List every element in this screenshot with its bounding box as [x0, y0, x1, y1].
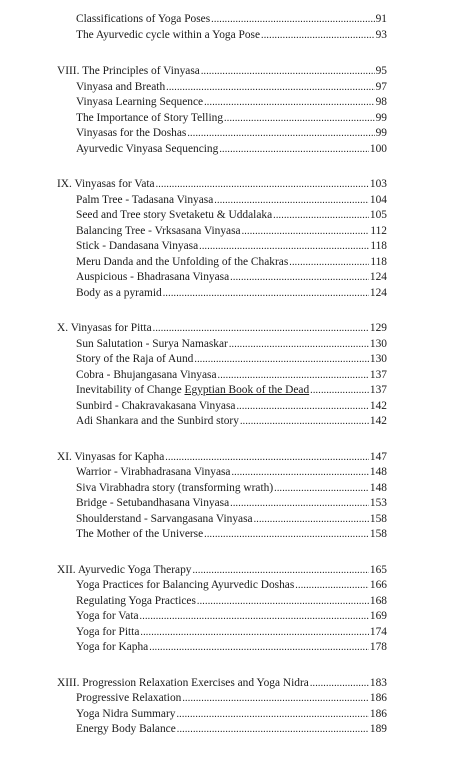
dot-leader — [261, 28, 375, 44]
page-number: 99 — [375, 127, 387, 139]
dot-leader — [204, 527, 369, 543]
dot-leader — [240, 414, 369, 430]
dot-leader — [310, 383, 369, 399]
page-number: 174 — [369, 625, 387, 638]
toc-entry: The Importance of Story Telling ..... 99 — [57, 111, 387, 127]
toc-entry: The Ayurvedic cycle within a Yoga Pose ..... 93 — [57, 28, 387, 44]
chapter-heading: IX. Vinyasas for Vata ..... 103 — [57, 177, 387, 193]
dot-leader — [197, 594, 369, 610]
dot-leader — [230, 496, 369, 512]
dot-leader — [295, 578, 369, 594]
toc-section — [57, 64, 387, 157]
dot-leader — [156, 177, 369, 193]
page-number: 186 — [369, 707, 387, 720]
toc-entry: Balancing Tree - Vrksasana Vinyasa ..... 112 — [57, 224, 387, 240]
toc-entry: Yoga for Pitta ..... 174 — [57, 625, 387, 641]
page-number: 95 — [375, 65, 387, 77]
page-number: 124 — [369, 271, 387, 283]
dot-leader — [177, 722, 369, 738]
dot-leader — [219, 142, 369, 158]
toc-entry: Regulating Yoga Practices ..... 168 — [57, 594, 387, 610]
dot-leader — [166, 80, 374, 96]
dot-leader — [218, 368, 369, 384]
page-number: 130 — [369, 353, 387, 365]
dot-leader — [230, 270, 369, 286]
page-number: 103 — [369, 178, 387, 190]
dot-leader — [187, 126, 374, 142]
toc-entry: Body as a pyramid ..... 124 — [57, 286, 387, 302]
dot-leader — [274, 481, 369, 497]
page-number: 178 — [369, 641, 387, 653]
page-number: 130 — [369, 337, 387, 350]
page-number: 99 — [375, 111, 387, 124]
page-number: 189 — [369, 723, 387, 735]
toc-entry: Vinyasa Learning Sequence ..... 98 — [57, 95, 387, 111]
toc-entry: Palm Tree - Tadasana Vinyasa ..... 104 — [57, 193, 387, 209]
toc-section — [57, 12, 387, 43]
dot-leader — [163, 286, 369, 302]
page-number: 105 — [369, 209, 387, 221]
toc-entry: Siva Virabhadra story (transforming wrath) ..... 148 — [57, 481, 387, 497]
dot-leader — [242, 224, 370, 240]
toc-entry: Yoga Nidra Summary ..... 186 — [57, 707, 387, 723]
dot-leader — [254, 512, 369, 528]
page-number: 137 — [369, 384, 387, 396]
toc-entry: Yoga Practices for Balancing Ayurvedic Doshas ..... 166 — [57, 578, 387, 594]
page-number: 100 — [369, 142, 387, 155]
page-number: 168 — [369, 594, 387, 607]
toc-entry: Cobra - Bhujangasana Vinyasa ..... 137 — [57, 368, 387, 384]
toc-entry: Stick - Dandasana Vinyasa ..... 118 — [57, 239, 387, 255]
page-number: 169 — [369, 610, 387, 622]
dot-leader — [211, 12, 374, 28]
toc-entry: Meru Danda and the Unfolding of the Chakras ..... 118 — [57, 255, 387, 271]
chapter-heading: XIII. Progression Relaxation Exercises and Yoga Nidra ..... 183 — [57, 676, 387, 692]
dot-leader — [182, 691, 369, 707]
dot-leader — [214, 193, 369, 209]
dot-leader — [199, 239, 369, 255]
toc-entry: The Mother of the Universe ..... 158 — [57, 527, 387, 543]
dot-leader — [176, 707, 368, 723]
dot-leader — [273, 208, 369, 224]
toc-entry: Seed and Tree story Svetaketu & Uddalaka ..... 105 — [57, 208, 387, 224]
dot-leader — [192, 563, 368, 579]
toc-entry: Inevitability of Change Egyptian Book of the Dead ..... 137 — [57, 383, 387, 399]
toc-section — [57, 321, 387, 430]
page-number: 142 — [369, 399, 387, 412]
page-number: 142 — [369, 415, 387, 427]
chapter-heading: XI. Vinyasas for Kapha ..... 147 — [57, 450, 387, 466]
page-number: 98 — [375, 96, 387, 108]
toc-entry: Adi Shankara and the Sunbird story ..... 142 — [57, 414, 387, 430]
toc-entry: Ayurvedic Vinyasa Sequencing ..... 100 — [57, 142, 387, 158]
toc-entry: Classifications of Yoga Poses ..... 91 — [57, 12, 387, 28]
toc-entry: Shoulderstand - Sarvangasana Vinyasa ..... 158 — [57, 512, 387, 528]
toc-entry: Story of the Raja of Aund ..... 130 — [57, 352, 387, 368]
toc-entry: Warrior - Virabhadrasana Vinyasa ..... 148 — [57, 465, 387, 481]
page-number: 186 — [369, 692, 387, 704]
toc-section — [57, 563, 387, 656]
dot-leader — [201, 64, 375, 80]
page-number: 148 — [369, 466, 387, 478]
dot-leader — [149, 640, 369, 656]
underlined-book-title: Egyptian Book of the Dead — [184, 384, 310, 396]
page-number: 97 — [375, 80, 387, 93]
dot-leader — [204, 95, 375, 111]
toc-section — [57, 450, 387, 543]
dot-leader — [289, 255, 369, 271]
page-number: 93 — [375, 28, 387, 41]
page-number: 118 — [370, 255, 387, 268]
toc-entry: Sunbird - Chakravakasana Vinyasa ..... 142 — [57, 399, 387, 415]
dot-leader — [236, 399, 368, 415]
chapter-heading: VIII. The Principles of Vinyasa ..... 95 — [57, 64, 387, 80]
page-number: 148 — [369, 481, 387, 494]
toc-entry: Yoga for Kapha ..... 178 — [57, 640, 387, 656]
page-number: 104 — [369, 193, 387, 206]
page-number: 129 — [369, 322, 387, 334]
toc-entry: Sun Salutation - Surya Namaskar ..... 130 — [57, 337, 387, 353]
toc-entry: Yoga for Vata ..... 169 — [57, 609, 387, 625]
dot-leader — [310, 676, 369, 692]
page-number: 165 — [369, 563, 387, 576]
page-number: 118 — [370, 240, 387, 252]
table-of-contents — [57, 12, 387, 758]
dot-leader — [140, 625, 369, 641]
page-number: 158 — [369, 528, 387, 540]
dot-leader — [194, 352, 369, 368]
page-number: 137 — [369, 368, 387, 381]
toc-entry: Vinyasa and Breath ..... 97 — [57, 80, 387, 96]
page-number: 112 — [370, 224, 387, 237]
page-number: 166 — [369, 579, 387, 591]
dot-leader — [229, 337, 369, 353]
toc-entry: Vinyasas for the Doshas ..... 99 — [57, 126, 387, 142]
toc-section — [57, 676, 387, 738]
page-number: 124 — [369, 286, 387, 299]
toc-section — [57, 177, 387, 301]
toc-entry: Energy Body Balance ..... 189 — [57, 722, 387, 738]
toc-entry: Bridge - Setubandhasana Vinyasa ..... 153 — [57, 496, 387, 512]
chapter-heading: XII. Ayurvedic Yoga Therapy ..... 165 — [57, 563, 387, 579]
dot-leader — [165, 450, 369, 466]
dot-leader — [140, 609, 369, 625]
page-number: 153 — [369, 497, 387, 509]
dot-leader — [153, 321, 369, 337]
page-number: 183 — [369, 676, 387, 689]
page-number: 91 — [375, 13, 387, 25]
toc-entry: Progressive Relaxation ..... 186 — [57, 691, 387, 707]
page-number: 147 — [369, 450, 387, 463]
chapter-heading: X. Vinyasas for Pitta ..... 129 — [57, 321, 387, 337]
dot-leader — [231, 465, 368, 481]
page-number: 158 — [369, 512, 387, 525]
toc-entry: Auspicious - Bhadrasana Vinyasa ..... 124 — [57, 270, 387, 286]
dot-leader — [224, 111, 375, 127]
